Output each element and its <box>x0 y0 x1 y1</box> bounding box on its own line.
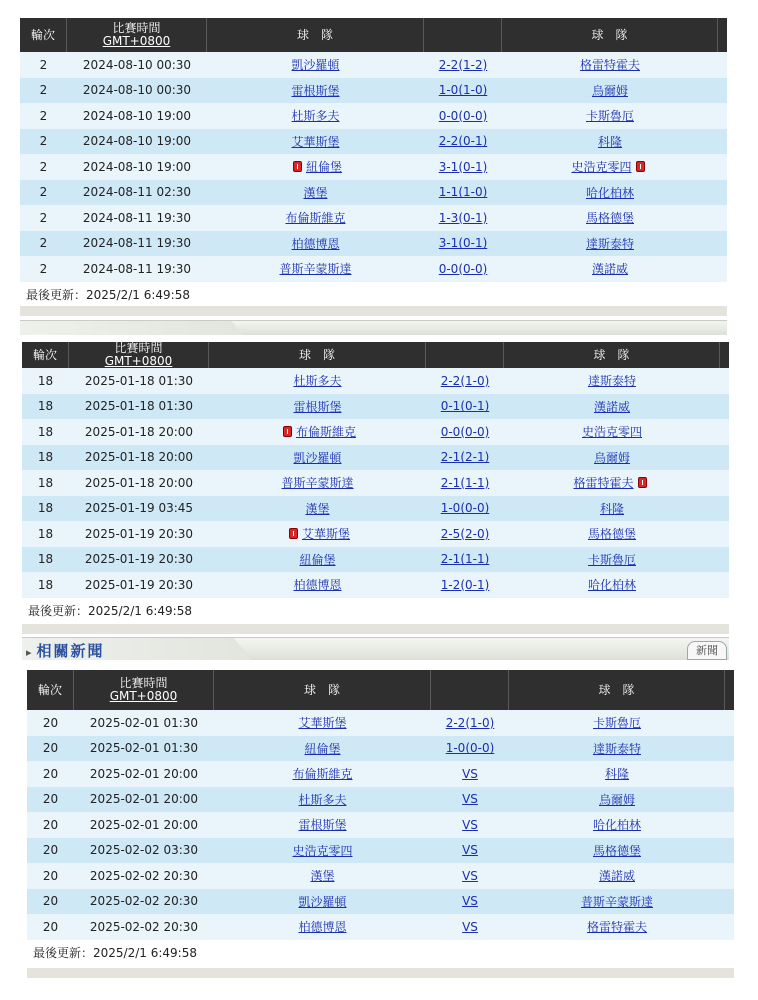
table-row <box>20 231 727 257</box>
score-link[interactable]: 3-1(0-1) <box>438 159 488 174</box>
round-cell: 18 <box>37 450 54 465</box>
table-row <box>20 103 727 129</box>
round-cell: 2 <box>39 83 48 98</box>
table-row <box>22 394 729 420</box>
home-team-link[interactable]: 凱沙羅頓 <box>298 894 347 909</box>
fixtures-table-2 <box>22 342 729 624</box>
score-link[interactable]: 1-0(0-0) <box>445 741 495 756</box>
score-link[interactable]: 2-2(1-2) <box>438 57 488 72</box>
home-team-link[interactable]: 普斯辛蒙斯達 <box>281 476 354 491</box>
time-cell: 2024-08-10 00:30 <box>82 83 192 98</box>
away-team-link[interactable]: 科隆 <box>599 501 624 516</box>
time-cell: 2025-02-01 20:00 <box>89 792 199 807</box>
time-cell: 2025-02-02 03:30 <box>89 843 199 858</box>
table-row <box>20 180 727 206</box>
away-team-link[interactable]: 馬格德堡 <box>585 211 634 226</box>
table-row <box>22 445 729 471</box>
red-card-icon <box>638 477 647 488</box>
round-cell: 20 <box>42 843 59 858</box>
time-header: 比賽時間 GMT+0800 <box>67 18 207 52</box>
home-team-link[interactable]: 雷根斯堡 <box>293 399 342 414</box>
fixtures-table-1 <box>20 18 727 308</box>
away-team-link[interactable]: 科隆 <box>604 767 629 782</box>
time-cell: 2025-01-19 20:30 <box>84 552 194 567</box>
away-team-link[interactable]: 哈化柏林 <box>587 578 636 593</box>
time-cell: 2025-02-02 20:30 <box>89 894 199 909</box>
score-link[interactable]: 2-5(2-0) <box>440 526 490 541</box>
time-cell: 2024-08-11 19:30 <box>82 210 192 225</box>
away-team-link[interactable]: 格雷特霍夫 <box>573 476 634 491</box>
last-updated: 最後更新：2025/2/1 6:49:58 <box>27 940 734 966</box>
away-team-link[interactable]: 烏爾姆 <box>593 450 630 465</box>
round-cell: 18 <box>37 399 54 414</box>
score-link[interactable]: 1-3(0-1) <box>438 210 488 225</box>
news-bar-partial <box>20 320 727 335</box>
table-row <box>27 761 734 787</box>
time-cell: 2025-01-18 01:30 <box>84 373 194 388</box>
score-link[interactable]: VS <box>462 843 478 858</box>
table-header <box>22 342 729 368</box>
score-link[interactable]: 2-2(1-0) <box>445 715 495 730</box>
home-team-link[interactable]: 艾華斯堡 <box>298 716 347 731</box>
score-link[interactable]: VS <box>462 919 478 934</box>
table-row <box>20 52 727 78</box>
home-team-link[interactable]: 杜斯多夫 <box>291 109 340 124</box>
red-card-icon <box>289 528 298 539</box>
home-team-link[interactable]: 漢堡 <box>305 501 330 516</box>
score-link[interactable]: 2-2(1-0) <box>440 373 490 388</box>
table-row <box>27 787 734 813</box>
score-link[interactable]: 0-0(0-0) <box>440 424 490 439</box>
home-team-link[interactable]: 雷根斯堡 <box>291 83 340 98</box>
round-cell: 2 <box>39 57 48 72</box>
score-link[interactable]: VS <box>462 817 478 832</box>
score-link[interactable]: VS <box>462 766 478 781</box>
home-team-link[interactable]: 凱沙羅頓 <box>293 450 342 465</box>
home-team-link[interactable]: 普斯辛蒙斯達 <box>279 262 352 277</box>
home-team-header: 球 隊 <box>209 342 426 368</box>
round-cell: 2 <box>39 236 48 251</box>
away-team-link[interactable]: 烏爾姆 <box>598 792 635 807</box>
round-cell: 20 <box>42 868 59 883</box>
away-team-link[interactable]: 卡斯魯厄 <box>585 109 634 124</box>
round-cell: 20 <box>42 766 59 781</box>
round-cell: 20 <box>42 919 59 934</box>
time-cell: 2025-01-19 20:30 <box>84 526 194 541</box>
away-team-header: 球 隊 <box>502 18 718 52</box>
table-row <box>27 812 734 838</box>
score-link[interactable]: 1-0(1-0) <box>438 83 488 98</box>
home-team-link[interactable]: 艾華斯堡 <box>301 527 350 542</box>
home-team-header: 球 隊 <box>214 670 431 710</box>
home-team-link[interactable]: 雷根斯堡 <box>298 818 347 833</box>
time-header: 比賽時間 GMT+0800 <box>74 670 214 710</box>
home-team-link[interactable]: 紐倫堡 <box>299 552 336 567</box>
home-team-link[interactable]: 杜斯多夫 <box>293 374 342 389</box>
away-team-link[interactable]: 格雷特霍夫 <box>579 58 640 73</box>
time-header: 比賽時間 GMT+0800 <box>69 342 209 368</box>
round-cell: 20 <box>42 894 59 909</box>
rows <box>22 368 729 598</box>
score-link[interactable]: 2-2(0-1) <box>438 134 488 149</box>
table-row <box>20 78 727 104</box>
timezone-link[interactable]: GMT+0800 <box>102 34 171 48</box>
round-cell: 18 <box>37 475 54 490</box>
time-cell: 2025-02-01 20:00 <box>89 766 199 781</box>
table-row <box>22 368 729 394</box>
round-header: 輪次 <box>22 342 69 368</box>
home-team-link[interactable]: 紐倫堡 <box>305 160 342 175</box>
divider <box>27 968 734 978</box>
away-team-link[interactable]: 達斯泰特 <box>592 741 641 756</box>
home-team-link[interactable]: 漢堡 <box>310 869 335 884</box>
table-row <box>22 572 729 598</box>
time-cell: 2025-02-02 20:30 <box>89 919 199 934</box>
score-link[interactable]: 2-1(2-1) <box>440 450 490 465</box>
table-row <box>27 736 734 762</box>
away-team-link[interactable]: 史浩克零四 <box>581 425 642 440</box>
table-row <box>22 470 729 496</box>
time-cell: 2025-01-19 20:30 <box>84 577 194 592</box>
home-team-link[interactable]: 紐倫堡 <box>304 741 341 756</box>
away-team-link[interactable]: 漢諾威 <box>591 262 628 277</box>
time-cell: 2024-08-11 19:30 <box>82 236 192 251</box>
round-cell: 20 <box>42 715 59 730</box>
round-cell: 2 <box>39 134 48 149</box>
arrow-icon: ▸ <box>26 646 34 659</box>
home-team-link[interactable]: 布倫斯維克 <box>285 211 346 226</box>
related-news-title: ▸ 相關新聞 <box>26 642 105 660</box>
time-cell: 2024-08-11 19:30 <box>82 261 192 276</box>
score-link[interactable]: 1-1(1-0) <box>438 185 488 200</box>
score-link[interactable]: 0-1(0-1) <box>440 399 490 414</box>
home-team-link[interactable]: 艾華斯堡 <box>291 134 340 149</box>
away-team-link[interactable]: 哈化柏林 <box>585 185 634 200</box>
away-team-header: 球 隊 <box>504 342 720 368</box>
score-link[interactable]: 2-1(1-1) <box>440 475 490 490</box>
table-row <box>22 521 729 547</box>
score-link[interactable]: 0-0(0-0) <box>438 108 488 123</box>
last-updated: 最後更新：2025/2/1 6:49:58 <box>20 282 727 308</box>
table-row <box>27 863 734 889</box>
away-team-link[interactable]: 普斯辛蒙斯達 <box>580 894 653 909</box>
home-team-link[interactable]: 杜斯多夫 <box>298 792 347 807</box>
away-team-link[interactable]: 卡斯魯厄 <box>587 552 636 567</box>
table-row <box>20 205 727 231</box>
time-cell: 2025-01-18 20:00 <box>84 424 194 439</box>
home-team-link[interactable]: 布倫斯維克 <box>295 425 356 440</box>
home-team-link[interactable]: 柏德博恩 <box>298 920 347 935</box>
timezone-link[interactable]: GMT+0800 <box>104 354 173 368</box>
divider <box>22 624 729 634</box>
table-row <box>27 710 734 736</box>
table-row <box>27 838 734 864</box>
last-updated: 最後更新：2025/2/1 6:49:58 <box>22 598 729 624</box>
away-team-link[interactable]: 馬格德堡 <box>587 527 636 542</box>
table-row <box>20 154 727 180</box>
news-tab-button[interactable]: 新聞 <box>687 641 727 660</box>
round-cell: 18 <box>37 526 54 541</box>
related-news-bar <box>22 637 729 660</box>
table-row <box>27 914 734 940</box>
round-cell: 2 <box>39 261 48 276</box>
round-cell: 2 <box>39 185 48 200</box>
timezone-link[interactable]: GMT+0800 <box>109 689 178 703</box>
table-row <box>20 129 727 155</box>
score-link[interactable]: 0-0(0-0) <box>438 261 488 276</box>
away-team-link[interactable]: 格雷特霍夫 <box>586 920 647 935</box>
away-team-link[interactable]: 科隆 <box>597 134 622 149</box>
score-link[interactable]: VS <box>462 894 478 909</box>
round-header: 輪次 <box>27 670 74 710</box>
away-team-header: 球 隊 <box>509 670 725 710</box>
divider <box>20 306 727 316</box>
round-cell: 2 <box>39 210 48 225</box>
home-team-header: 球 隊 <box>207 18 424 52</box>
round-cell: 18 <box>37 577 54 592</box>
rows <box>20 52 727 282</box>
time-cell: 2025-02-01 01:30 <box>89 715 199 730</box>
score-link[interactable]: 3-1(0-1) <box>438 236 488 251</box>
round-cell: 18 <box>37 373 54 388</box>
table-row <box>27 889 734 915</box>
time-cell: 2024-08-11 02:30 <box>82 185 192 200</box>
score-link[interactable]: 1-0(0-0) <box>440 501 490 516</box>
away-team-link[interactable]: 達斯泰特 <box>587 374 636 389</box>
home-team-link[interactable]: 布倫斯維克 <box>292 767 353 782</box>
away-team-link[interactable]: 烏爾姆 <box>591 83 628 98</box>
time-cell: 2025-01-19 03:45 <box>84 501 194 516</box>
time-cell: 2025-02-02 20:30 <box>89 868 199 883</box>
away-team-link[interactable]: 達斯泰特 <box>585 236 634 251</box>
round-cell: 20 <box>42 741 59 756</box>
away-team-link[interactable]: 漢諾威 <box>593 399 630 414</box>
home-team-link[interactable]: 柏德博恩 <box>291 236 340 251</box>
table-row <box>22 419 729 445</box>
away-team-link[interactable]: 馬格德堡 <box>592 843 641 858</box>
time-cell: 2025-01-18 01:30 <box>84 399 194 414</box>
home-team-link[interactable]: 柏德博恩 <box>293 578 342 593</box>
round-cell: 2 <box>39 159 48 174</box>
away-team-link[interactable]: 漢諾威 <box>598 869 635 884</box>
time-cell: 2024-08-10 19:00 <box>82 159 192 174</box>
time-cell: 2025-01-18 20:00 <box>84 450 194 465</box>
round-cell: 18 <box>37 501 54 516</box>
red-card-icon <box>283 426 292 437</box>
score-header <box>424 18 502 52</box>
home-team-link[interactable]: 凱沙羅頓 <box>291 58 340 73</box>
time-cell: 2025-02-01 01:30 <box>89 741 199 756</box>
rows <box>27 710 734 940</box>
time-cell: 2025-02-01 20:00 <box>89 817 199 832</box>
score-header <box>431 670 509 710</box>
time-cell: 2024-08-10 00:30 <box>82 57 192 72</box>
away-team-link[interactable]: 卡斯魯厄 <box>592 716 641 731</box>
score-link[interactable]: VS <box>462 792 478 807</box>
round-cell: 2 <box>39 108 48 123</box>
round-cell: 18 <box>37 552 54 567</box>
table-header <box>20 18 727 52</box>
home-team-link[interactable]: 史浩克零四 <box>292 843 353 858</box>
round-header: 輪次 <box>20 18 67 52</box>
round-cell: 20 <box>42 792 59 807</box>
table-row <box>22 547 729 573</box>
score-link[interactable]: 1-2(0-1) <box>440 577 490 592</box>
time-cell: 2024-08-10 19:00 <box>82 108 192 123</box>
time-cell: 2025-01-18 20:00 <box>84 475 194 490</box>
table-header <box>27 670 734 710</box>
red-card-icon <box>293 161 302 172</box>
time-cell: 2024-08-10 19:00 <box>82 134 192 149</box>
fixtures-table-3 <box>27 670 734 966</box>
home-team-link[interactable]: 漢堡 <box>303 185 328 200</box>
red-card-icon <box>636 161 645 172</box>
away-team-link[interactable]: 史浩克零四 <box>571 160 632 175</box>
score-link[interactable]: VS <box>462 868 478 883</box>
table-row <box>20 256 727 282</box>
away-team-link[interactable]: 哈化柏林 <box>592 818 641 833</box>
score-header <box>426 342 504 368</box>
round-cell: 18 <box>37 424 54 439</box>
table-row <box>22 496 729 522</box>
round-cell: 20 <box>42 817 59 832</box>
score-link[interactable]: 2-1(1-1) <box>440 552 490 567</box>
